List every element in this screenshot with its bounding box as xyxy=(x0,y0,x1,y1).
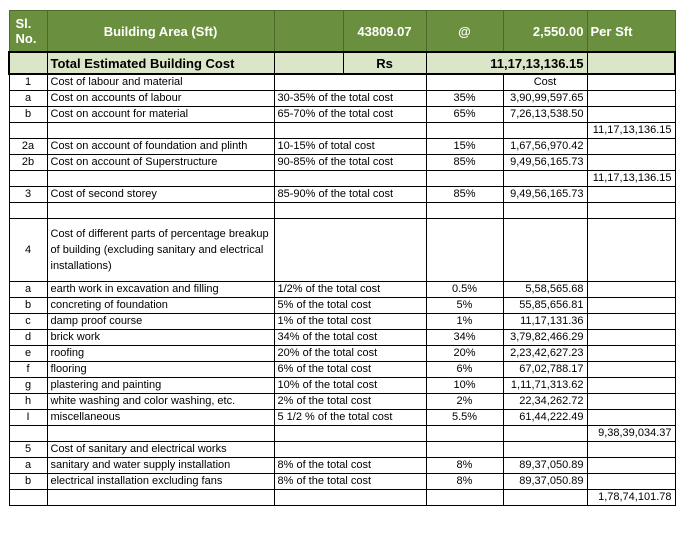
row-subtotal xyxy=(587,282,675,298)
row-number: f xyxy=(9,362,47,378)
row-subtotal xyxy=(587,91,675,107)
row-cost: 11,17,131.36 xyxy=(503,314,587,330)
table-row xyxy=(9,490,675,506)
header-blank-cell xyxy=(274,11,343,53)
row-description: Cost on account of foundation and plinth xyxy=(47,139,274,155)
row-percentage xyxy=(426,123,503,139)
row-cost: 9,49,56,165.73 xyxy=(503,187,587,203)
table-row xyxy=(9,330,675,346)
row-cost: 5,58,565.68 xyxy=(503,282,587,298)
table-row xyxy=(9,314,675,330)
row-subtotal xyxy=(587,219,675,282)
row-number xyxy=(9,203,47,219)
row-description xyxy=(47,203,274,219)
table-row xyxy=(9,410,675,426)
table-row xyxy=(9,123,675,139)
row-subtotal: 1,78,74,101.78 xyxy=(587,490,675,506)
row-description xyxy=(47,123,274,139)
row-range: 85-90% of the total cost xyxy=(274,187,426,203)
table-row xyxy=(9,155,675,171)
row-number: 3 xyxy=(9,187,47,203)
row-number xyxy=(9,426,47,442)
row-subtotal: 9,38,39,034.37 xyxy=(587,426,675,442)
table-row xyxy=(9,298,675,314)
row-number: 5 xyxy=(9,442,47,458)
row-cost: 89,37,050.89 xyxy=(503,474,587,490)
row-subtotal xyxy=(587,474,675,490)
row-percentage: 85% xyxy=(426,155,503,171)
row-subtotal xyxy=(587,394,675,410)
row-description: Cost on account for material xyxy=(47,107,274,123)
row-description: concreting of foundation xyxy=(47,298,274,314)
row-description: earth work in excavation and filling xyxy=(47,282,274,298)
row-range xyxy=(274,203,426,219)
row-subtotal xyxy=(587,139,675,155)
row-percentage: 35% xyxy=(426,91,503,107)
row-description: damp proof course xyxy=(47,314,274,330)
row-range xyxy=(274,219,426,282)
row-number: a xyxy=(9,282,47,298)
row-cost xyxy=(503,203,587,219)
row-range xyxy=(274,123,426,139)
rate-unit: Per Sft xyxy=(587,11,675,53)
row-number: a xyxy=(9,91,47,107)
row-cost: 22,34,262.72 xyxy=(503,394,587,410)
row-description: electrical installation excluding fans xyxy=(47,474,274,490)
table-row xyxy=(9,346,675,362)
row-subtotal xyxy=(587,107,675,123)
row-description: flooring xyxy=(47,362,274,378)
row-percentage xyxy=(426,426,503,442)
row-number: c xyxy=(9,314,47,330)
row-cost xyxy=(503,171,587,187)
row-cost: 61,44,222.49 xyxy=(503,410,587,426)
row-percentage: 5% xyxy=(426,298,503,314)
total-cost-label: Total Estimated Building Cost xyxy=(47,52,274,74)
row-cost: 1,67,56,970.42 xyxy=(503,139,587,155)
row-description: brick work xyxy=(47,330,274,346)
table-row xyxy=(9,187,675,203)
row-percentage: 8% xyxy=(426,474,503,490)
row-description: Cost on accounts of labour xyxy=(47,91,274,107)
row-percentage: 34% xyxy=(426,330,503,346)
building-area-label: Building Area (Sft) xyxy=(47,11,274,53)
table-row xyxy=(9,139,675,155)
row-subtotal xyxy=(587,314,675,330)
row-range: 10-15% of total cost xyxy=(274,139,426,155)
row-description: Cost of sanitary and electrical works xyxy=(47,442,274,458)
row-cost: 7,26,13,538.50 xyxy=(503,107,587,123)
row-percentage: 5.5% xyxy=(426,410,503,426)
row-number: h xyxy=(9,394,47,410)
total-cost-amount: 11,17,13,136.15 xyxy=(426,52,587,74)
row-number: g xyxy=(9,378,47,394)
row-percentage: 65% xyxy=(426,107,503,123)
row-percentage: 10% xyxy=(426,378,503,394)
row-cost: 55,85,656.81 xyxy=(503,298,587,314)
row-cost xyxy=(503,219,587,282)
row-subtotal xyxy=(587,346,675,362)
row-description: Cost of labour and material xyxy=(47,74,274,91)
row-description xyxy=(47,490,274,506)
row-number: b xyxy=(9,298,47,314)
row-range: 34% of the total cost xyxy=(274,330,426,346)
row-cost: 89,37,050.89 xyxy=(503,458,587,474)
row-number: 4 xyxy=(9,219,47,282)
row-description: Cost of different parts of percentage breakup of building (excluding sanitary and electrical installations) xyxy=(47,219,274,282)
row-range: 65-70% of the total cost xyxy=(274,107,426,123)
row-percentage xyxy=(426,74,503,91)
row-number: I xyxy=(9,410,47,426)
row-cost xyxy=(503,442,587,458)
row-percentage: 6% xyxy=(426,362,503,378)
row-range xyxy=(274,74,426,91)
row-percentage xyxy=(426,442,503,458)
row-subtotal xyxy=(587,378,675,394)
row-number: 1 xyxy=(9,74,47,91)
row-range xyxy=(274,171,426,187)
row-cost: 9,49,56,165.73 xyxy=(503,155,587,171)
row-percentage xyxy=(426,219,503,282)
row-subtotal xyxy=(587,410,675,426)
table-row xyxy=(9,171,675,187)
row-percentage: 2% xyxy=(426,394,503,410)
row-cost: 1,11,71,313.62 xyxy=(503,378,587,394)
row-range: 8% of the total cost xyxy=(274,458,426,474)
row-subtotal xyxy=(587,155,675,171)
row-cost: Cost xyxy=(503,74,587,91)
row-description: Cost of second storey xyxy=(47,187,274,203)
row-range xyxy=(274,490,426,506)
row-description: Cost on account of Superstructure xyxy=(47,155,274,171)
row-range: 8% of the total cost xyxy=(274,474,426,490)
row-subtotal: 11,17,13,136.15 xyxy=(587,123,675,139)
header-row xyxy=(9,11,675,53)
table-row xyxy=(9,378,675,394)
row-percentage: 0.5% xyxy=(426,282,503,298)
row-description: roofing xyxy=(47,346,274,362)
row-range: 1/2% of the total cost xyxy=(274,282,426,298)
row-range: 90-85% of the total cost xyxy=(274,155,426,171)
row-cost: 2,23,42,627.23 xyxy=(503,346,587,362)
total-blank-cell xyxy=(9,52,47,74)
row-cost: 3,79,82,466.29 xyxy=(503,330,587,346)
row-range xyxy=(274,426,426,442)
row-subtotal xyxy=(587,458,675,474)
row-subtotal xyxy=(587,298,675,314)
row-number: d xyxy=(9,330,47,346)
row-percentage: 15% xyxy=(426,139,503,155)
table-row xyxy=(9,282,675,298)
total-cost-row xyxy=(9,52,675,74)
row-description: plastering and painting xyxy=(47,378,274,394)
row-number: e xyxy=(9,346,47,362)
row-range: 6% of the total cost xyxy=(274,362,426,378)
table-row xyxy=(9,426,675,442)
row-cost: 67,02,788.17 xyxy=(503,362,587,378)
row-number: 2a xyxy=(9,139,47,155)
table-row xyxy=(9,74,675,91)
table-row xyxy=(9,394,675,410)
row-range: 10% of the total cost xyxy=(274,378,426,394)
row-cost xyxy=(503,123,587,139)
row-number: 2b xyxy=(9,155,47,171)
row-percentage: 20% xyxy=(426,346,503,362)
table-row xyxy=(9,203,675,219)
row-cost: 3,90,99,597.65 xyxy=(503,91,587,107)
row-range: 1% of the total cost xyxy=(274,314,426,330)
rate-value: 2,550.00 xyxy=(503,11,587,53)
row-cost xyxy=(503,426,587,442)
building-area-value: 43809.07 xyxy=(343,11,426,53)
cost-estimate-table xyxy=(8,10,676,506)
table-row xyxy=(9,362,675,378)
row-number xyxy=(9,490,47,506)
table-row xyxy=(9,107,675,123)
row-cost xyxy=(503,490,587,506)
row-subtotal xyxy=(587,203,675,219)
table-row xyxy=(9,442,675,458)
row-number: b xyxy=(9,474,47,490)
total-currency: Rs xyxy=(343,52,426,74)
row-percentage: 1% xyxy=(426,314,503,330)
row-subtotal: 11,17,13,136.15 xyxy=(587,171,675,187)
row-subtotal xyxy=(587,187,675,203)
row-percentage: 85% xyxy=(426,187,503,203)
row-number: b xyxy=(9,107,47,123)
row-percentage xyxy=(426,203,503,219)
row-description: sanitary and water supply installation xyxy=(47,458,274,474)
row-number: a xyxy=(9,458,47,474)
row-description: miscellaneous xyxy=(47,410,274,426)
table-row xyxy=(9,458,675,474)
row-range: 30-35% of the total cost xyxy=(274,91,426,107)
row-subtotal xyxy=(587,330,675,346)
row-range: 5% of the total cost xyxy=(274,298,426,314)
row-subtotal xyxy=(587,442,675,458)
table-row xyxy=(9,474,675,490)
row-subtotal xyxy=(587,74,675,91)
total-blank-cell xyxy=(274,52,343,74)
row-range: 20% of the total cost xyxy=(274,346,426,362)
row-percentage xyxy=(426,490,503,506)
row-description: white washing and color washing, etc. xyxy=(47,394,274,410)
row-description xyxy=(47,171,274,187)
row-description xyxy=(47,426,274,442)
sl-no-header: Sl. No. xyxy=(9,11,47,53)
row-range: 2% of the total cost xyxy=(274,394,426,410)
total-blank-cell xyxy=(587,52,675,74)
row-percentage: 8% xyxy=(426,458,503,474)
table-row xyxy=(9,219,675,282)
row-number xyxy=(9,171,47,187)
row-range: 5 1/2 % of the total cost xyxy=(274,410,426,426)
at-symbol: @ xyxy=(426,11,503,53)
row-range xyxy=(274,442,426,458)
row-percentage xyxy=(426,171,503,187)
row-subtotal xyxy=(587,362,675,378)
table-row xyxy=(9,91,675,107)
row-number xyxy=(9,123,47,139)
